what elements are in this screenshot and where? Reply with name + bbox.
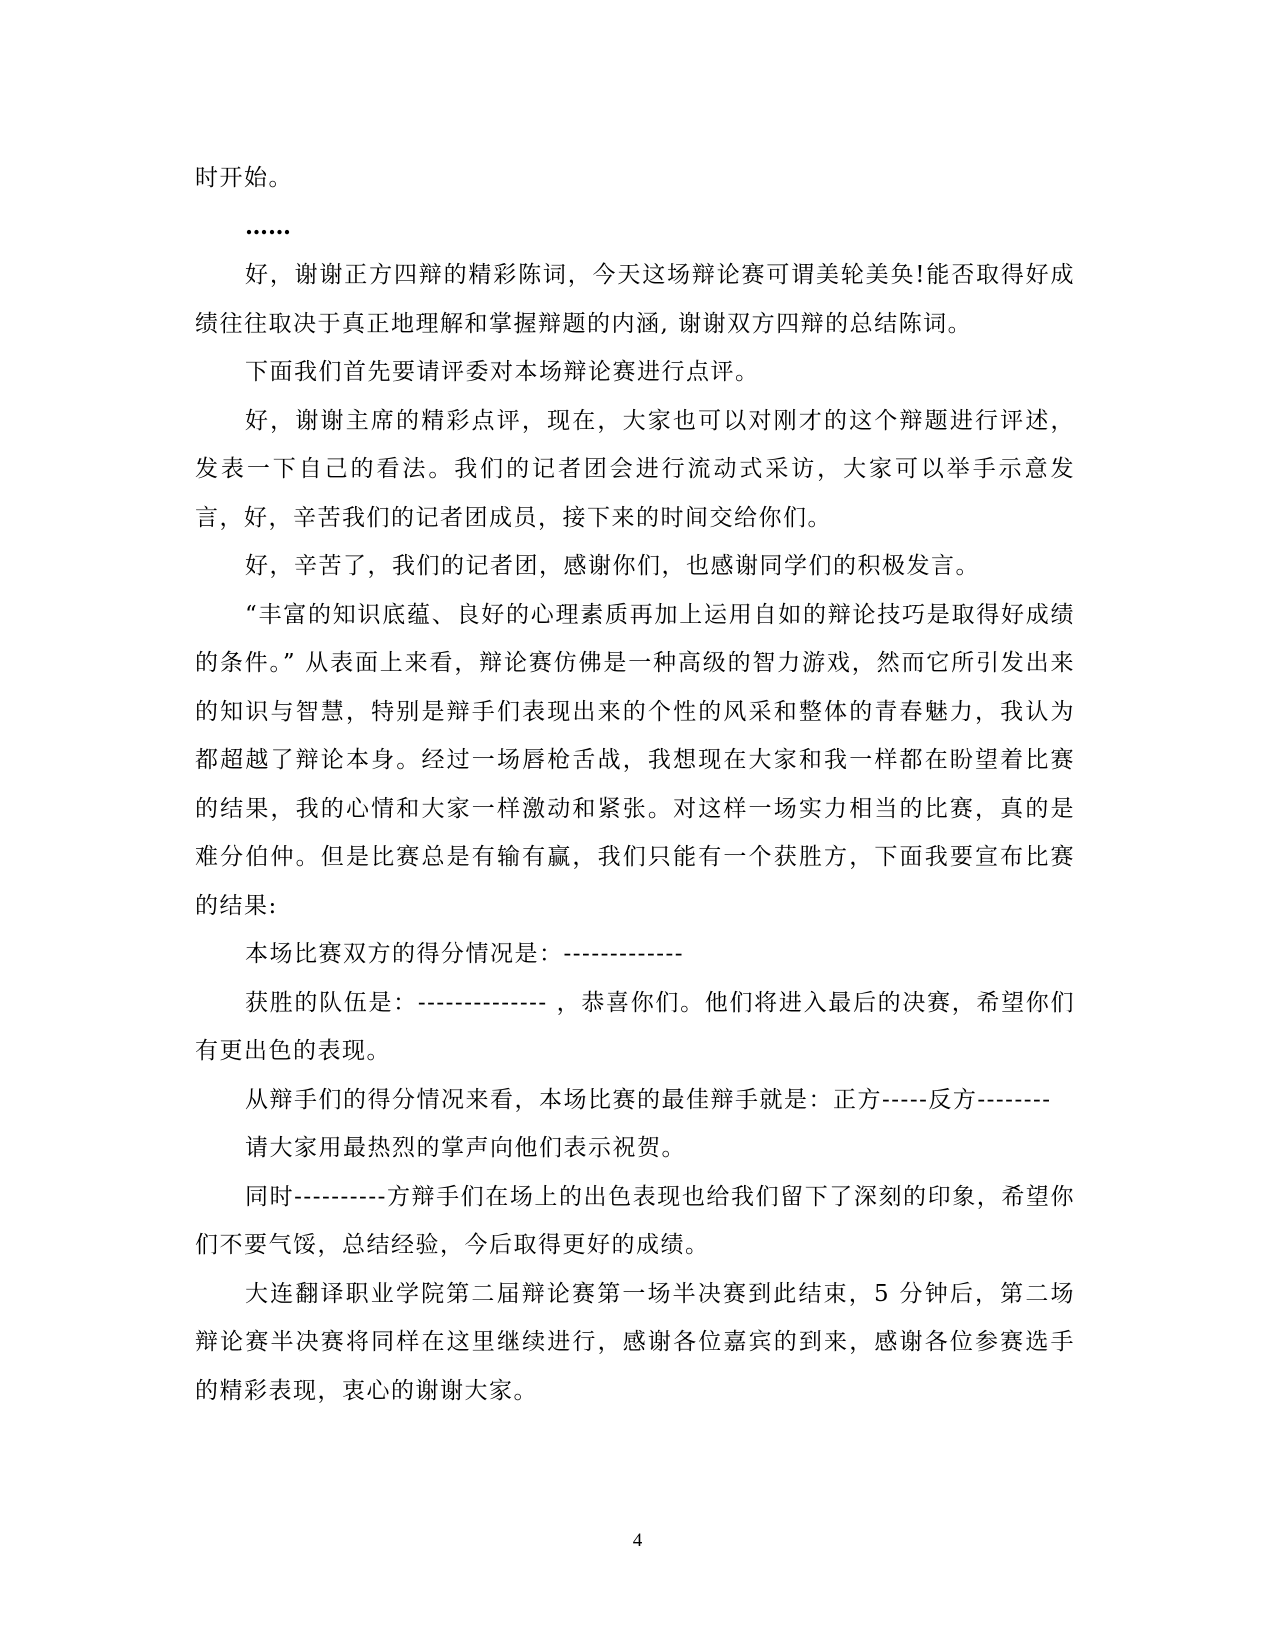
paragraph-judge-review: 下面我们首先要请评委对本场辩论赛进行点评。	[245, 359, 760, 385]
paragraph-score-line: 本场比赛双方的得分情况是：-------------	[245, 941, 685, 967]
paragraph-result-intro: “丰富的知识底蕴、良好的心理素质再加上运用自如的辩论技巧是取得好成绩的条件。” 从表面上来看，辩论赛仿佛是一种高级的智力游戏，然而它所引发出来的知识与智慧，特别是辩手们表现出来的个性的风采和整体的青春魅力，我认为都超越了辩论本身。经过一场唇枪舌战，我想现在大家和我一样都在盼望着比赛的结果，我的心情和大家一样激动和紧张。对这样一场实力相当的比赛，真的是难分伯仲。但是比赛总是有输有赢，我们只能有一个获胜方，下面我要宣布比赛的结果:	[195, 601, 1075, 919]
paragraph-applause: 请大家用最热烈的掌声向他们表示祝贺。	[245, 1135, 686, 1161]
paragraph-ellipsis: ……	[245, 212, 291, 240]
paragraph-best-debater: 从辩手们的得分情况来看，本场比赛的最佳辩手就是：正方-----反方--------	[245, 1086, 1052, 1113]
paragraph-closing-statement-thanks: 好，谢谢正方四辩的精彩陈词，今天这场辩论赛可谓美轮美奂!能否取得好成绩往往取决于真正地理解和掌握辩题的内涵, 谢谢双方四辩的总结陈词。	[195, 262, 1075, 337]
paragraph-closing: 大连翻译职业学院第二届辩论赛第一场半决赛到此结束，5 分钟后，第二场辩论赛半决赛将同样在这里继续进行，感谢各位嘉宾的到来，感谢各位参赛选手的精彩表现，衷心的谢谢大家。	[195, 1280, 1075, 1404]
paragraph-continuation: 时开始。	[195, 165, 293, 191]
paragraph-winner-line: 获胜的队伍是：-------------- ，恭喜你们。他们将进入最后的决赛，希望你们有更出色的表现。	[195, 989, 1075, 1064]
paragraph-runner-up: 同时----------方辩手们在场上的出色表现也给我们留下了深刻的印象，希望你们不要气馁，总结经验，今后取得更好的成绩。	[195, 1183, 1075, 1258]
paragraph-reporter-thanks: 好，辛苦了，我们的记者团，感谢你们，也感谢同学们的积极发言。	[245, 553, 980, 579]
paragraph-audience-comments: 好，谢谢主席的精彩点评，现在，大家也可以对刚才的这个辩题进行评述，发表一下自己的看法。我们的记者团会进行流动式采访，大家可以举手示意发言，好，辛苦我们的记者团成员，接下来的时间交给你们。	[195, 407, 1075, 531]
body-text	[195, 154, 1075, 1415]
page-number: 4	[632, 1530, 643, 1551]
